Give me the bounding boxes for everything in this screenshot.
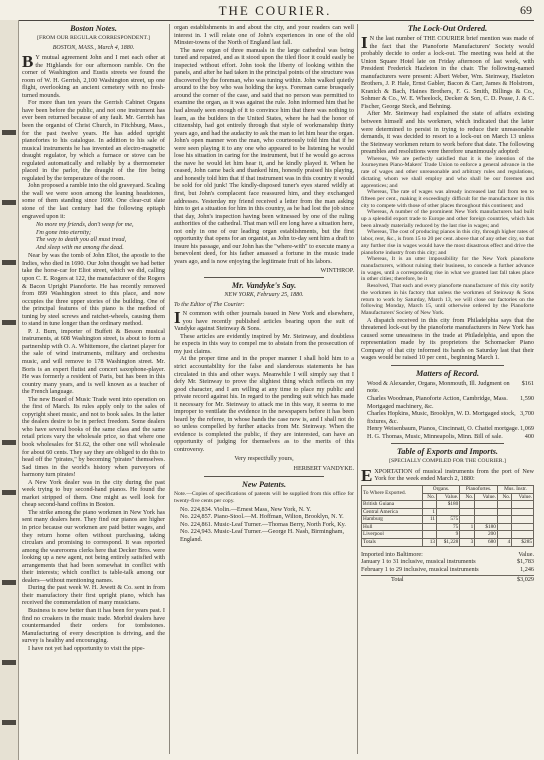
resolution: Whereas, It is an utter impossibility for the New York pianoforte manufacturers, without ruining their business, to concede a further advance in wages, until a corresponding rise in what we granted last fall takes place in other cities; therefore, be it	[361, 256, 534, 283]
strip-bar	[2, 130, 16, 135]
record-amount: 3,700	[520, 410, 534, 418]
boston-para: I have not yet had opportunity to visit the pipe-	[28, 644, 145, 652]
sub-header: Value.	[475, 493, 498, 501]
drop-cap: B	[22, 52, 34, 72]
page-header	[16, 2, 534, 21]
record-heading: Matters of Record.	[416, 368, 479, 378]
section-rule	[204, 476, 324, 477]
table-cell: 3	[460, 539, 475, 547]
table-cell	[422, 523, 436, 531]
resolution: Whereas, We are perfectly satisfied that it is the intention of the Journeymen Piano-Makers' Trade Union to enforce a general advance in the rate of wages and other unreasonable and arbitrary rules and regulations, dictating whom we shall employ and who shall be our foremen and apprentices; and	[361, 155, 534, 189]
table-cell: 4	[497, 539, 511, 547]
table-cell: $1,228	[437, 539, 460, 547]
table-cell	[475, 501, 498, 509]
table-row	[362, 501, 534, 509]
section-rule	[391, 365, 504, 366]
imports-row: $1,783 January 1 to 31 inclusive, musical instruments	[361, 558, 534, 566]
col-header: Organs.	[422, 485, 460, 493]
boston-para: P. J. Burn, importer of Buffett & Besson musical instruments, at 608 Washington street, is about to form a partnership with O. A. Whittemore, the clarinet player for the sale of wind instruments, military and orchestra music, and will remove to 178 Washington street. Mr. Boris is an expert flutist and concert saxophone-player. He was formerly a resident of Paris, but has been in this country many years, and is well known as a teacher of the French language.	[22, 327, 165, 396]
imports-total-row	[361, 575, 534, 584]
strip-bar	[2, 490, 16, 495]
patent-item: No. 224,857. Piano-Stool.—M. Hoffman, Wilton, Brooklyn, N. Y.	[180, 513, 344, 521]
patents-note: Note.—Copies of specifications of patents will be supplied from this office for twenty-five cents per copy.	[174, 490, 354, 505]
epitaph-verse	[36, 221, 165, 251]
exports-table	[361, 485, 534, 547]
vandyke-heading: Mr. Vandyke's Say.	[231, 281, 297, 291]
table-cell: 200	[475, 531, 498, 539]
lockout-para: A dispatch received in this city from Philadelphia says that the threatened lock-out by the pianoforte manufacturers in New York has caused some uneasiness in the trade at Philadelphia, and upon the representation made by its proprietors the Schomacker Piano Company of that city informed its hands on Saturday last that their wages would be raised 10 per cent., beginning March 1.	[361, 316, 534, 362]
sub-header: Value.	[512, 493, 534, 501]
verse-line: I'm gone into eternity;	[36, 228, 92, 236]
record-amount: $161	[521, 379, 534, 387]
column-rule	[169, 24, 170, 754]
left-margin-strip	[0, 20, 19, 760]
vandyke-dateline: NEW YORK, February 25, 1880.	[224, 292, 304, 299]
resolution: Resolved, That each and every pianoforte manufacturer of this city notify the workmen in his factory that unless the workmen of Steinway & Sons return to work by Saturday, March 13, we will close our factories on the following Monday, March 15, until otherwise ordered by the Pianoforte Manufacturers' Society of New York.	[361, 283, 534, 316]
record-amount: 1,590	[520, 395, 534, 402]
vandyke-para: At the proper time and in the proper manner I shall hold him to a strict accountability for the false and slanderous statements he has circulated in this and other ways. Meanwhile I will simply say that I defy Mr. Steinway to prove the slightest thing which reflects on my good character, and I am willing at any time to place my public and private record against his. In regard to the pending suit which has made it necessary for Mr. Steinway to attack me in this way, it seems to me improper to ventilate the evidence in the newspapers before it has been heard by the referee, in whose hands the case now is, and I shall not do so unless compelled by further attacks from Mr. Steinway. When the evidence is completed the public, if they are interested, can have an opportunity of judging for themselves as to the merits of this controversy.	[174, 355, 354, 453]
resolution: Whereas, The cost of producing pianos in this city, through higher rates of labor, rent, &c., is from 15 to 20 per cent. above that of any other city, so that any further rise in wages would have the most disastrous effect and drive the pianoforte industry from this city; and	[361, 229, 534, 256]
patent-item: No. 224,943. Music-Leaf Turner.—George H. Nash, Birmingham, England.	[180, 528, 345, 543]
patents-heading: New Patents.	[241, 479, 287, 489]
boston-para: B Y mutual agreement John and I met each other at the Highlands for our afternoon ramble. On the corner of Washington and Eustis streets we found the room of W. H. Gerrish, 2,100 Washington street, up one flight, overlooking an ancient cemetery with no fresh-turned mounds.	[22, 52, 165, 99]
boston-para: Near by was the tomb of John Eliot, the apostle to the Indies, who died in 1690. Our John thought we had better take the horse-car for Eliot street, which we did, calling upon C. E. Rogers at 122, the manufacturer of the Rogers & Bacon Upright Pianoforte. He has recently removed from 899 Washington street to this place, and now occupies the three upper stories of the building. One of the principal features of this piano is the method of tuning by steel screws and ratchet-wheels, causing them to stand in tune longer than the ordinary method.	[22, 252, 165, 328]
table-row	[362, 531, 534, 539]
table-cell: $285	[512, 539, 534, 547]
table-cell	[460, 508, 475, 516]
table-cell: 11	[422, 516, 436, 524]
vandyke-closing: Very respectfully yours,	[234, 454, 294, 462]
imports-total: $3,029	[516, 576, 534, 584]
exports-kicker: [SPECIALLY COMPILED FOR THE COURIER.]	[389, 458, 506, 465]
table-cell: 680	[475, 539, 498, 547]
table-cell: 1	[460, 523, 475, 531]
table-cell: Hull	[362, 523, 423, 531]
table-cell: 75	[437, 523, 460, 531]
table-cell	[497, 523, 511, 531]
boston-para: A New York dealer was in the city during the past week trying to buy second-hand pianos. He found the market stripped of them. One might as well look for cheap second-hand coffins in Boston.	[22, 478, 165, 509]
verse-line: No more my friends, don't weep for me,	[36, 221, 134, 229]
boston-para: Business is now better than it has been for years past. I find no croakers in the music trade. Morbid dealers have countermanded their orders for tombstones. Manufacturing of every description is driving, and the survey is healthy and encouraging.	[22, 607, 165, 645]
imports-amount: 1,246	[520, 565, 534, 573]
drop-cap: I	[361, 33, 368, 52]
record-entry: 1,590 Charles Woodman, Pianoforte Action, Cambridge, Mass. Mortgaged machinery, &c.	[367, 395, 534, 410]
sub-header: No.	[460, 493, 475, 501]
patent-item: No. 224,861. Music-Leaf Turner.—Thomas Berry, North Fork, Ky.	[180, 520, 346, 528]
strip-bar	[2, 320, 16, 325]
table-cell	[460, 501, 475, 509]
record-amount: 400	[524, 432, 534, 440]
vandyke-para: I N common with other journals issued in New York and elsewhere, you have recently published articles bearing upon the suit of Vandyke against Steinway & Sons.	[174, 308, 354, 333]
table-cell: Hamburg	[362, 516, 423, 524]
table-cell	[437, 508, 460, 516]
strip-bar	[2, 580, 16, 585]
sub-header: Value.	[437, 493, 460, 501]
imports-section	[361, 551, 534, 584]
table-cell	[497, 508, 511, 516]
resolution: Whereas, The rate of wages was already increased last fall from ten to fifteen per cent., making it exceedingly difficult for the manufacturer in this city to compete with those of other places throughout this continent; and	[361, 189, 534, 209]
table-cell: 575	[437, 516, 460, 524]
boston-notes-heading: Boston Notes.	[70, 24, 117, 33]
table-cell: Totals	[362, 539, 423, 547]
masthead: THE COURIER.	[218, 3, 332, 18]
table-cell	[512, 501, 534, 509]
record-entry: 400 H. G. Thomas, Music, Minneapolis, Minn. Bill of sale.	[367, 432, 534, 440]
record-amount: 1,069	[520, 425, 534, 433]
column-rule	[357, 24, 358, 754]
vandyke-para: These articles are evidently inspired by Mr. Steinway, and doubtless he expects in this way to compel me to abstain from the prosecution of my just claims.	[174, 332, 354, 355]
vandyke-salutation: To the Editor of The Courier:	[174, 301, 245, 308]
table-cell: British Guiana	[362, 501, 423, 509]
strip-bar	[2, 200, 16, 205]
imports-title-row	[361, 551, 534, 559]
imports-row: 1,246 February 1 to 29 inclusive, musical instruments	[361, 565, 534, 573]
sub-header: No.	[422, 493, 436, 501]
table-row	[362, 508, 534, 516]
section-rule	[391, 443, 504, 444]
patent-item: No. 224,834. Violin.—Ernest Mass, New York, N. Y.	[180, 505, 312, 513]
organ-para: organ establishments in and about the city, and your readers can well interest in. I will relate one of John's experiences in one of the old Minster-towns of the North of England last fall.	[174, 24, 354, 47]
table-cell: Liverpool	[362, 531, 423, 539]
drop-cap: E	[361, 465, 373, 485]
table-cell	[475, 508, 498, 516]
imports-title: Imported into Baltimore:	[361, 550, 423, 558]
resolution: Whereas, A number of the prominent New York manufacturers had built up a splendid export trade to Europe and other foreign countries, which has been already materially reduced by the last rise in wages; and	[361, 209, 534, 229]
exports-intro: EXPORTATION of musical instruments from the port of New York for the week ended March 2, 1880:	[361, 465, 534, 485]
table-cell	[512, 531, 534, 539]
vandyke-signature: HERBERT VANDYKE.	[293, 465, 354, 473]
table-cell	[422, 531, 436, 539]
page-number: 69	[520, 3, 532, 17]
table-cell	[497, 516, 511, 524]
table-cell	[497, 531, 511, 539]
lockout-para: After Mr. Steinway had explained the state of affairs existing between himself and his workmen, which indicated that the latter were determined to persist in trying to reduce their unreasonable demands, it was decided to resort to a lock-out on March 13 unless the Steinway workmen return to work before that date. The following preambles and resolutions were therefore unanimously adopted:	[361, 110, 534, 156]
boston-notes-kicker: [FROM OUR REGULAR CORRESPONDENT.]	[37, 35, 150, 41]
strip-bar	[2, 440, 16, 445]
exports-rows	[362, 501, 534, 547]
boston-para: For more than ten years the Gerrish Cabinet Organs have been before the public, and not one instrument has ever been returned because of any fault. Mr. Gerrish has been the organist of Christ Church, in Fitchburg, Mass., for the past twelve years. He has added upright pianofortes to his catalogue. In addition to his sale of musical instruments he has invented an electro-magnetic draught regulator, by which a furnace or stove can be regulated automatically and reliably by a thermometer placed in the parlor, the draught of the fire being regulated by the temperature of the room.	[22, 99, 165, 182]
column-middle	[174, 24, 354, 756]
table-row	[362, 523, 534, 531]
strip-bar	[2, 660, 16, 665]
verse-line: And sleep with me among the dead.	[36, 243, 124, 251]
col-header: Mus. Instr.	[497, 485, 533, 493]
table-total-row	[362, 539, 534, 547]
table-cell	[422, 501, 436, 509]
table-cell	[475, 516, 498, 524]
verse-line: The way to death you all must tread,	[36, 236, 127, 244]
strip-bar	[2, 720, 16, 725]
boston-para: During the past week W. H. Jewett & Co. sent in from their manufactory their first upright piano, which has received the commendation of many musicians.	[22, 584, 165, 607]
table-row	[362, 516, 534, 524]
table-cell: $180	[437, 501, 460, 509]
record-entry: 3,700 Charles Hopkins, Music, Brooklyn, W. D. Mortgaged stock, fixtures, &c.	[367, 410, 534, 425]
boston-para: John proposed a ramble into the old graveyard. Scaling the wall we were soon among the leaning headstones, some of them standing since 1690. One clear-cut slate stone of the last century had the following epitaph engraved upon it:	[22, 182, 165, 220]
table-cell: 1	[422, 508, 436, 516]
table-cell	[512, 508, 534, 516]
table-cell	[512, 523, 534, 531]
strip-bar	[2, 260, 16, 265]
record-entry: $161 Wood & Alexander, Organs, Monmouth, Ill. Judgment on note.	[367, 379, 534, 395]
sub-header: No.	[497, 493, 511, 501]
table-cell: $180	[475, 523, 498, 531]
winthrop-signature: WINTHROP.	[320, 266, 354, 274]
table-cell	[460, 516, 475, 524]
drop-cap: I	[174, 308, 181, 328]
table-cell: Central America	[362, 508, 423, 516]
boston-para: The new Board of Music Trade went into operation on the first of March. Its rules apply only to the sales of copyright sheet music, and not to book sales. In the latter the dealers desire to be in perfect freedom. Some dealers who have several books of the same class and the same retail prices vary the wholesale price, so that where one book wholesales for $1.62, the other one will wholesale for about 60 cents. They say they are obliged to do this to head off the "pirates," by becoming "pirates" themselves. Sad times in the world's history when purveyors of harmony turn pirates!	[22, 395, 165, 479]
table-cell	[512, 516, 534, 524]
column-boston-notes	[22, 24, 165, 756]
lockout-para: I N the last number of THE COURIER brief mention was made of the fact that the Pianoforte Manufacturers' Society would probably decide to order a lock-out. The meeting was held at the Union Square Hotel late on Friday afternoon of last week, with President Frederick Hazleton in the chair. The following-named manufacturers were present: Albert Weber, Wm. Steinway, Hazleton Brothers, J. P. Hale, Ernst Gabler, Bacon & Carr, James & Holstrom, Kranich & Bach, Haines Brothers, F. G. Smith, Billings & Co., Sohmer & Co., W. E. Wheelock, Decker & Son, C. D. Pease, J. & C. Fischer, George Steck, and Behning.	[361, 33, 534, 110]
column-right	[361, 24, 534, 756]
table-cell	[497, 501, 511, 509]
section-rule	[204, 277, 324, 278]
col-header: To Where Exported.	[362, 485, 423, 500]
boston-notes-dateline: BOSTON, MASS., March 4, 1880.	[52, 44, 135, 51]
imports-amount: $1,783	[516, 558, 534, 566]
table-cell: 13	[422, 539, 436, 547]
imports-total-label: Total	[391, 576, 404, 584]
boston-para: The strike among the piano workmen in New York has sent many dealers here. They find our pianos are higher in price because our workmen are paid better wages, and they return home often without purchasing, taking circulars and promising to correspond. It was reported among the warerooms clerks here that Decker Bros. were looking up a new agent, not being entirely satisfied with arrangements that had been somewhat in conflict with their interests; which conflict is table-talk among our dealers—without mentioning names.	[22, 508, 165, 584]
col-header: Pianofortes.	[460, 485, 498, 493]
organ-para: The nave organ of three manuals in the large cathedral was being tuned and repaired, and as it stood upon the tiled floor it could easily be inspected without effort. John took the liberty of looking within the panels, and after he had taken in the principal points of the structure was discovered by the foreman, who was tuning within. John walked quietly around to the boy who was holding the keys. Foreman came brusquely around the corner of the case, and said that no person was permitted to examine the organ, as it was against the rule. John informed him that he had already seen enough of it to convince him that there was nothing to learn, as the builders in the United States, where he had the honor of citizenship, had got entirely through that style of workmanship thirty years ago, and had the audacity to ask the man to let him hear the organ. John's open manner won the man, who courteously told him that if he were seen playing it to any one who appeared to be listening he would lose his situation in caring for the instrument, but if he would go across the nave he would let him hear it, and he kindly played it. When he ceased, John came back and thanked him, honestly praised his playing, and honestly told him that if that instrument was in this country it would be sold for old junk! The kindly-disposed tuner's eyes stared wildly at first, but John's complacent face reassured him, and they exchanged addresses. Yesterday my friend received a letter from the man asking him to get a situation for him in this country, as he had lost the job since that day, John's inspection having been witnessed by one of the ruling authorities of the cathedral. That man will ere long have a situation here, not only in one of our leading organ establishments, but the first opportunity that opens for an organist, as John to-day sent him a draft to insure his passage, and our John has the "where-with" to execute many a benevolent deed, for his father amassed a fortune in the music trade years ago, and is now enjoying the legitimate fruit of his labors.	[174, 46, 354, 265]
lockout-heading: The Lock-Out Ordered.	[407, 24, 488, 33]
imports-value-label: Value.	[518, 550, 534, 558]
record-entry: 1,069 Henry Weisenbaum, Pianos, Cincinnati, O. Chattel mortgage.	[367, 425, 534, 433]
table-cell	[460, 531, 475, 539]
table-cell: 9	[437, 531, 460, 539]
exports-heading: Table of Exports and Imports.	[397, 447, 498, 457]
